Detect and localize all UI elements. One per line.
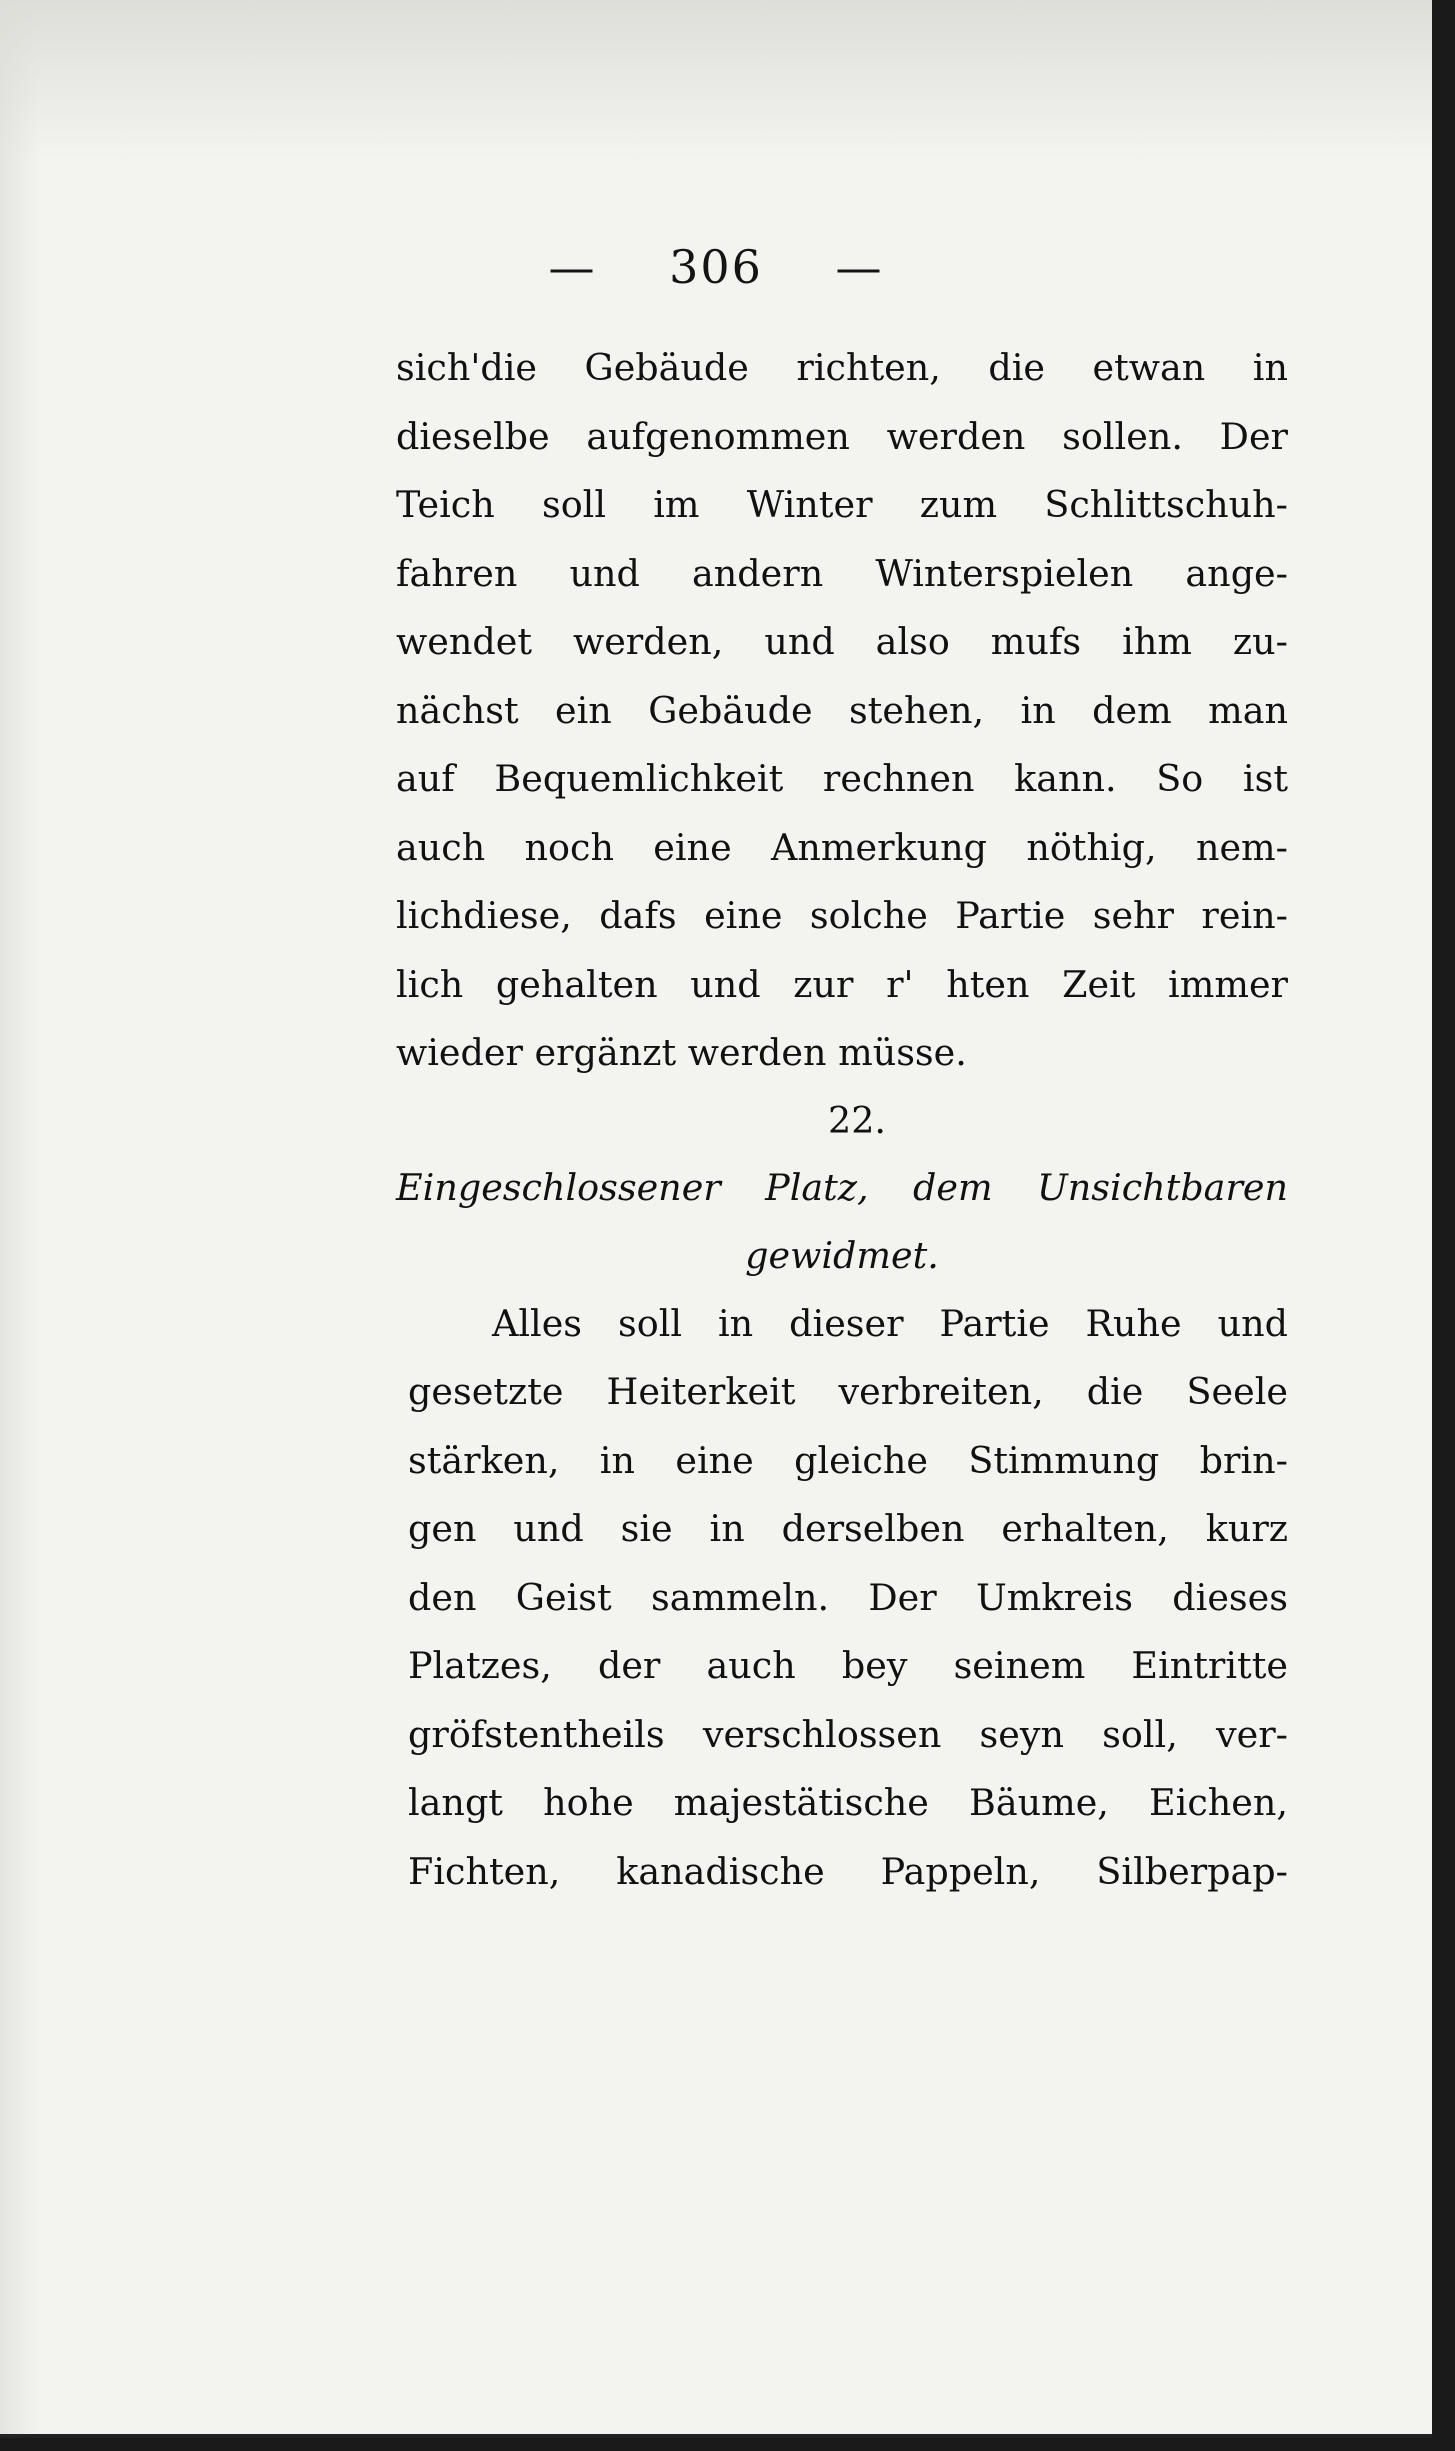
section-number: 22. xyxy=(827,1098,887,1142)
text-line: Platzes, der auch bey seinem Eintritte xyxy=(408,1644,1288,1687)
text-line: langt hohe majestätische Bäume, Eichen, xyxy=(408,1781,1288,1824)
body-text xyxy=(396,334,1288,1906)
text-line: Teich soll im Winter zum Schlittschuh- xyxy=(396,483,1288,526)
text-line: lichdiese, dafs eine solche Partie sehr rein- xyxy=(396,894,1288,937)
text-line: lich gehalten und zur r' hten Zeit immer xyxy=(396,962,1288,1006)
section-title: Eingeschlossener Platz, dem Unsichtbaren xyxy=(396,1165,1288,1209)
text-line: wendet werden, und also mufs ihm zu- xyxy=(396,620,1288,663)
text-line: auch noch eine Anmerkung nöthig, nem- xyxy=(396,825,1288,869)
spine-shadow xyxy=(0,0,40,2434)
text-line: Alles soll in dieser Partie Ruhe und xyxy=(492,1301,1288,1345)
text-line: gröfstentheils verschlossen seyn soll, ver- xyxy=(408,1712,1288,1756)
text-line: fahren und andern Winterspielen ange- xyxy=(396,551,1288,595)
page-number: 306 xyxy=(669,240,763,294)
section-title-continued: gewidmet. xyxy=(745,1233,939,1277)
text-line: dieselbe aufgenommen werden sollen. Der xyxy=(396,414,1288,458)
text-line: den Geist sammeln. Der Umkreis dieses xyxy=(408,1575,1288,1619)
page-header xyxy=(0,240,1432,294)
page-top-shadow xyxy=(0,0,1432,160)
text-line: nächst ein Gebäude stehen, in dem man xyxy=(396,688,1288,732)
text-line: sich'die Gebäude richten, die etwan in xyxy=(396,346,1288,389)
text-line: gen und sie in derselben erhalten, kurz xyxy=(408,1507,1288,1550)
header-dash-left: — xyxy=(548,240,597,294)
text-line: wieder ergänzt werden müsse. xyxy=(396,1031,967,1074)
text-line: Fichten, kanadische Pappeln, Silberpap- xyxy=(408,1849,1288,1893)
text-line: stärken, in eine gleiche Stimmung brin- xyxy=(408,1438,1288,1482)
text-line: gesetzte Heiterkeit verbreiten, die Seele xyxy=(408,1370,1288,1413)
text-line: auf Bequemlichkeit rechnen kann. So ist xyxy=(396,757,1288,800)
header-dash-right: — xyxy=(835,240,884,294)
